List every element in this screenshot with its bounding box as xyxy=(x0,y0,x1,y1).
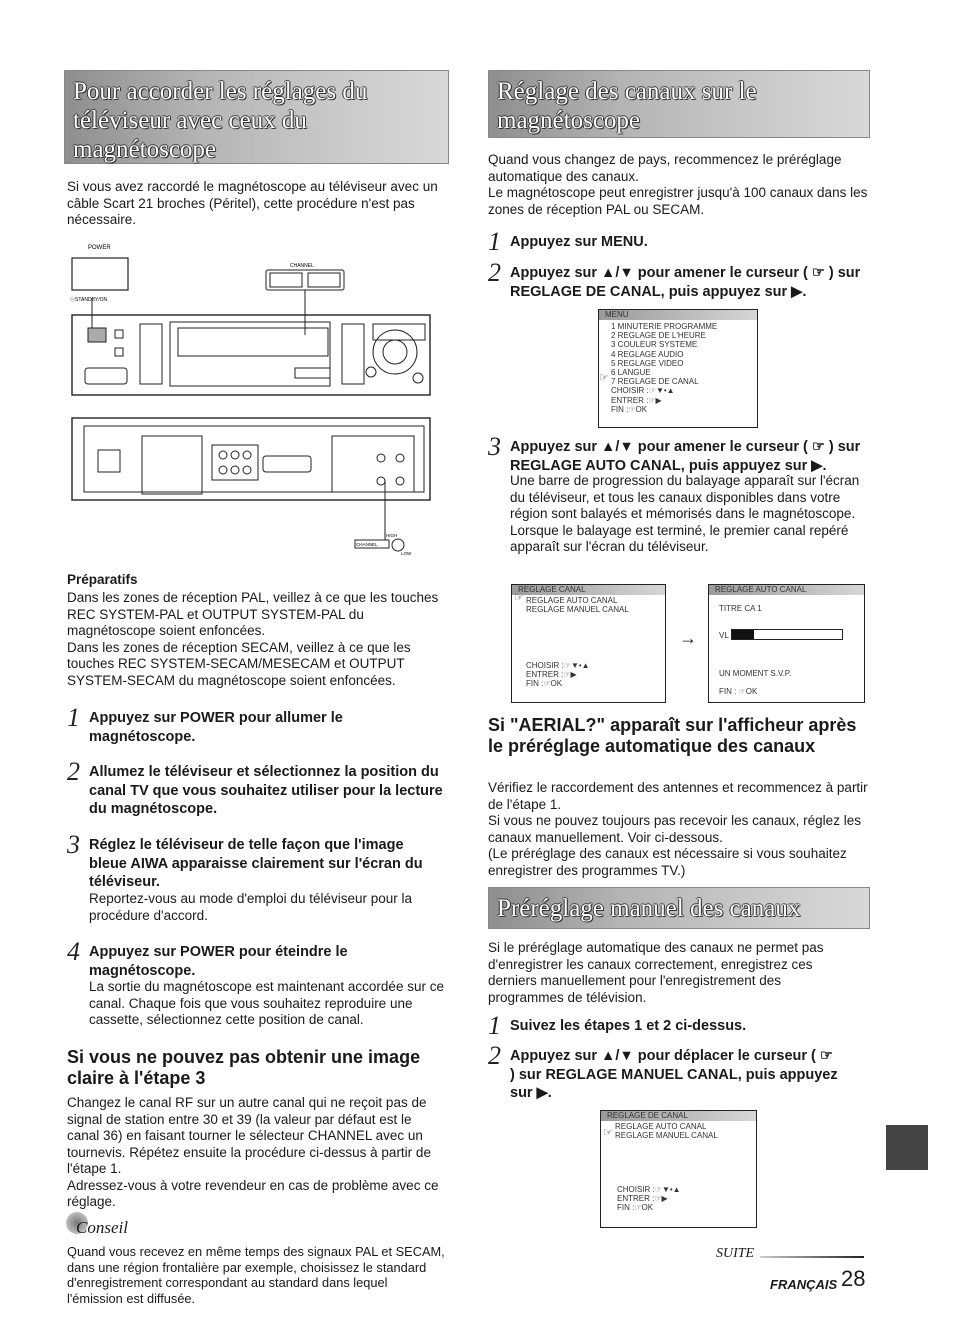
step-number: 1 xyxy=(488,1011,501,1040)
menu-item: 7 REGLAGE DE CANAL xyxy=(611,377,699,387)
right-step-3 xyxy=(488,432,868,573)
choose-hint: CHOISIR :☞▼•▲ xyxy=(617,1185,681,1194)
menu-item: REGLAGE AUTO CANAL xyxy=(526,596,618,605)
choose-hint: CHOISIR :☞▼•▲ xyxy=(526,661,590,670)
menu-item: 1 MINUTERIE PROGRAMME xyxy=(611,322,718,331)
screen-title-bar: MENU xyxy=(599,310,757,320)
step-body: La sortie du magnétoscope est maintenant accordée sur ce canal. Chaque fois que vous souhaitez reproduire une cassette, sélectionnez cette position de canal. xyxy=(89,979,444,1027)
step-title: Appuyez sur POWER pour éteindre le magnétoscope. xyxy=(89,944,348,979)
suite-label: SUITE xyxy=(716,1246,755,1261)
left-step-3 xyxy=(67,830,447,931)
step-title: Appuyez sur ▲/▼ pour amener le curseur ( ☞ ) sur REGLAGE AUTO CANAL, puis appuyez sur ▶. xyxy=(510,439,861,474)
channel-knob-label: CHANNEL xyxy=(356,542,378,547)
step-title: Suivez les étapes 1 et 2 ci-dessus. xyxy=(510,1018,747,1034)
right-subheading-text: Vérifiez le raccordement des antennes et recommencez à partir de l'étape 1. Si vous ne pouvez toujours pas recevoir les canaux, réglez les canaux manuellement. Voir ci-dessous. (Le préréglage des canaux est nécessaire si vous souhaitez enregistrer des programmes TV.) xyxy=(488,780,868,878)
step-title: Appuyez sur ▲/▼ pour déplacer le curseur ( ☞ ) sur REGLAGE MANUEL CANAL, puis appuyez sur ▶. xyxy=(510,1048,838,1101)
manual-intro: Si le préréglage automatique des canaux ne permet pas d'enregistrer les canaux correctement, enregistrez ces derniers manuellement pour l'enregistrement des programmes de télévision. xyxy=(488,940,824,1005)
vcr-front-diagram xyxy=(70,240,442,558)
step-title: Appuyez sur POWER pour allumer le magnétoscope. xyxy=(89,710,343,745)
menu-item: REGLAGE AUTO CANAL xyxy=(615,1122,707,1131)
step-title: Appuyez sur ▲/▼ pour amener le curseur ( ☞ ) sur REGLAGE DE CANAL, puis appuyez sur ▶. xyxy=(510,265,861,300)
end-hint: FIN :☞OK xyxy=(611,404,648,414)
left-subheading-text: Changez le canal RF sur un autre canal qui ne reçoit pas de signal de station entre 30 et 39 (la valeur par défaut est le canal 36) en faisant tourner le sélecteur CHANNEL avec un tournevis. Répétez ensuite la procédure ci-dessus à partir de l'étape 1. Adressez-vous à votre revendeur en cas de problème avec ce réglage. xyxy=(67,1095,439,1209)
screen-title-bar: REGLAGE AUTO CANAL xyxy=(709,585,864,595)
left-intro: Si vous avez raccordé le magnétoscope au téléviseur avec un câble Scart 21 broches (Péritel), cette procédure n'est pas nécessaire. xyxy=(67,179,438,227)
manual-step-1 xyxy=(488,1011,868,1040)
left-subheading: Si vous ne pouvez pas obtenir une image claire à l'étape 3 xyxy=(67,1047,421,1088)
step-title: Réglez le téléviseur de telle façon que l'image bleue AIWA apparaisse clairement sur l'écran du téléviseur. xyxy=(89,837,423,890)
end-hint: FIN :☞OK xyxy=(526,679,563,689)
step-number: 1 xyxy=(488,227,501,256)
right-step-2 xyxy=(488,258,868,304)
menu-item: 4 REGLAGE AUDIO xyxy=(611,349,684,359)
step-number: 2 xyxy=(488,1041,501,1070)
left-banner-title: Pour accorder les réglages du téléviseur avec ceux du magnétoscope xyxy=(73,78,368,163)
step-body: Une barre de progression du balayage apparaît sur l'écran du téléviseur, et tous les canaux disponibles dans votre région sont balayés et mémorisés dans le magnétoscope. Lorsque le balayage est terminé, le premier canal repéré apparaît sur l'écran du téléviseur. xyxy=(510,473,860,554)
left-step-1 xyxy=(67,703,447,749)
arrow-icon: → xyxy=(679,628,697,648)
step-number: 2 xyxy=(67,757,80,786)
end-hint: FIN : ☞OK xyxy=(719,687,758,696)
left-section-banner xyxy=(64,70,449,164)
conseil-title: Conseil xyxy=(76,1218,128,1237)
manual-step-2 xyxy=(488,1041,868,1105)
step-title: Appuyez sur MENU. xyxy=(510,234,648,250)
page-number: 28 xyxy=(841,1266,866,1291)
right-banner-title: Réglage des canaux sur le magnétoscope xyxy=(497,78,757,134)
step-number: 2 xyxy=(488,258,501,287)
menu-item: 3 COULEUR SYSTEME xyxy=(611,340,698,350)
channel-label: CHANNEL xyxy=(290,263,314,269)
progress-track xyxy=(731,629,843,640)
suite-line xyxy=(760,1256,864,1258)
prep-text: Dans les zones de réception PAL, veillez à ce que les touches REC SYSTEM-PAL et OUTPUT SYSTEM-PAL du magnétoscope soient enfoncées. Dans les zones de réception SECAM, veillez à ce que les touches REC SYSTEM-SECAM/MESECAM et OUTPUT SYSTEM-SECAM du magnétoscope soient enfoncées. xyxy=(67,590,439,688)
manual-section-banner xyxy=(488,887,870,929)
step-number: 1 xyxy=(67,703,80,732)
right-step-1 xyxy=(488,227,868,256)
canal-screen xyxy=(511,584,666,703)
titre-text: TITRE CA 1 xyxy=(719,604,762,613)
screen-title-bar: REGLAGE DE CANAL xyxy=(601,1111,756,1121)
enter-hint: ENTRER :☞▶ xyxy=(617,1194,668,1204)
choose-hint: CHOISIR :☞▼•▲ xyxy=(611,386,675,396)
left-step-2 xyxy=(67,757,447,823)
auto-canal-screen xyxy=(708,584,865,703)
menu-item: 2 REGLAGE DE L'HEURE xyxy=(611,331,706,341)
standby-label: ⓞSTANDBY/ON xyxy=(70,297,108,303)
menu-item: 6 LANGUE xyxy=(611,368,651,378)
right-intro: Quand vous changez de pays, recommencez le préréglage automatique des canaux. Le magnétoscope peut enregistrer jusqu'à 100 canaux dans les zones de réception PAL ou SECAM. xyxy=(488,152,868,217)
step-title: Allumez le téléviseur et sélectionnez la position du canal TV que vous souhaitez utiliser pour la lecture du magnétoscope. xyxy=(89,764,443,817)
left-step-4 xyxy=(67,937,447,1033)
wait-text: UN MOMENT S.V.P. xyxy=(719,669,792,678)
manual-banner-title: Préréglage manuel des canaux xyxy=(497,895,801,922)
step-number: 3 xyxy=(67,830,80,859)
language-label: FRANÇAIS xyxy=(770,1277,838,1292)
cursor-hand-icon: ☞ xyxy=(603,1127,613,1139)
cursor-hand-icon: ☞ xyxy=(599,372,609,384)
screen-title-bar: REGLAGE CANAL xyxy=(512,585,665,595)
menu-item: REGLAGE MANUEL CANAL xyxy=(526,605,629,615)
end-hint: FIN :☞OK xyxy=(617,1203,654,1213)
low-label: LOW xyxy=(401,551,412,556)
manual-screen xyxy=(600,1110,757,1228)
prep-title: Préparatifs xyxy=(67,572,138,587)
enter-hint: ENTRER :☞▶ xyxy=(526,670,577,680)
high-label: HIGH xyxy=(386,533,398,538)
step-number: 4 xyxy=(67,937,80,966)
step-body: Reportez-vous au mode d'emploi du téléviseur pour la procédure d'accord. xyxy=(89,891,413,923)
right-subheading: Si "AERIAL?" apparaît sur l'afficheur après le préréglage automatique des canaux xyxy=(488,715,857,756)
cursor-hand-icon: ☞ xyxy=(514,592,524,604)
menu-item: 5 REGLAGE VIDEO xyxy=(611,358,684,368)
vl-label: VL xyxy=(719,631,729,640)
enter-hint: ENTRER :☞▶ xyxy=(611,395,662,405)
conseil-text: Quand vous recevez en même temps des signaux PAL et SECAM, dans une région frontalière par exemple, choisissez le standard d'enregistrement correspondant au standard dans lequel l'émission est diffusée. xyxy=(67,1244,445,1306)
power-label: POWER xyxy=(88,245,111,251)
progress-fill xyxy=(732,630,754,639)
right-section-banner xyxy=(488,70,870,138)
menu-item: REGLAGE MANUEL CANAL xyxy=(615,1131,718,1141)
menu-screen xyxy=(598,309,758,428)
step-number: 3 xyxy=(488,432,501,461)
side-tab-marker xyxy=(886,1125,928,1170)
